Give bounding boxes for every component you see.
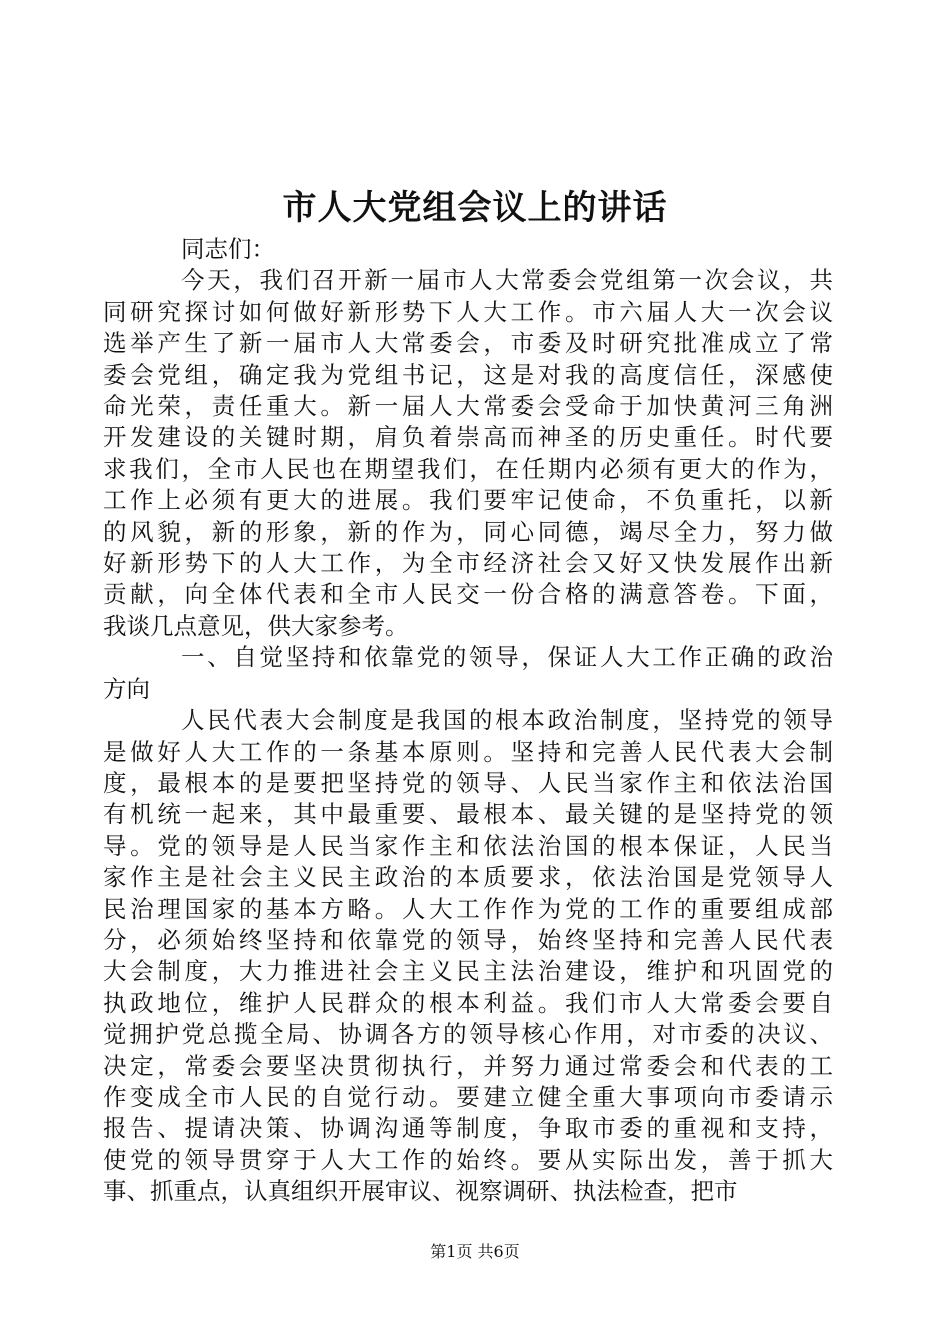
paragraph-line: 今天，我们召开新一届市人大常委会党组第一次会议，共: [181, 266, 833, 295]
paragraph-line: 选举产生了新一届市人大常委会，市委及时研究批准成立了常: [103, 329, 833, 358]
paragraph-line: 方向: [103, 674, 150, 703]
body-paragraph: [103, 705, 833, 1208]
page-footer: 第1页 共6页: [430, 1242, 520, 1261]
body-paragraph: [103, 265, 833, 642]
paragraph-line: 好新形势下的人大工作，为全市经济社会又好又快发展作出新: [103, 549, 833, 578]
paragraph-line: 作变成全市人民的自觉行动。要建立健全重大事项向市委请示: [103, 1082, 833, 1111]
paragraph-line: 同研究探讨如何做好新形势下人大工作。市六届人大一次会议: [103, 297, 833, 326]
document-body: [103, 234, 833, 1208]
paragraph-line: 决定，常委会要坚决贯彻执行，并努力通过常委会和代表的工: [103, 1051, 833, 1080]
paragraph-line: 大会制度，大力推进社会主义民主法治建设，维护和巩固党的: [103, 957, 833, 986]
paragraph-line: 人民代表大会制度是我国的根本政治制度，坚持党的领导: [181, 706, 833, 735]
paragraph-line: 度，最根本的是要把坚持党的领导、人民当家作主和依法治国: [103, 768, 833, 797]
paragraph-line: 工作上必须有更大的进展。我们要牢记使命，不负重托，以新: [103, 486, 833, 515]
paragraph-line: 报告、提请决策、协调沟通等制度，争取市委的重视和支持，: [103, 1114, 833, 1143]
paragraph-line: 使党的领导贯穿于人大工作的始终。要从实际出发，善于抓大: [103, 1145, 833, 1174]
paragraph-line: 开发建设的关键时期，肩负着崇高而神圣的历史重任。时代要: [103, 423, 833, 452]
paragraph-line: 我谈几点意见，供大家参考。: [103, 611, 409, 640]
paragraph-line: 民治理国家的基本方略。人大工作作为党的工作的重要组成部: [103, 894, 833, 923]
document-title: 市人大党组会议上的讲话: [282, 188, 668, 228]
paragraph-line: 委会党组，确定我为党组书记，这是对我的高度信任，深感使: [103, 360, 833, 389]
paragraph-line: 有机统一起来，其中最重要、最根本、最关键的是坚持党的领: [103, 800, 833, 829]
salutation-paragraph: [103, 234, 833, 265]
paragraph-line: 一、自觉坚持和依靠党的领导，保证人大工作正确的政治: [181, 643, 833, 672]
paragraph-line: 执政地位，维护人民群众的根本利益。我们市人大常委会要自: [103, 988, 833, 1017]
salutation: 同志们：: [181, 235, 275, 263]
paragraph-line: 贡献，向全体代表和全市人民交一份合格的满意答卷。下面，: [103, 580, 833, 609]
paragraph-line: 觉拥护党总揽全局、协调各方的领导核心作用，对市委的决议、: [103, 1020, 833, 1049]
paragraph-line: 的风貌，新的形象，新的作为，同心同德，竭尽全力，努力做: [103, 517, 833, 546]
paragraph-line: 分，必须始终坚持和依靠党的领导，始终坚持和完善人民代表: [103, 925, 833, 954]
paragraph-line: 是做好人大工作的一条基本原则。坚持和完善人民代表大会制: [103, 737, 833, 766]
paragraph-line: 家作主是社会主义民主政治的本质要求，依法治国是党领导人: [103, 863, 833, 892]
paragraph-line: 命光荣，责任重大。新一届人大常委会受命于加快黄河三角洲: [103, 392, 833, 421]
paragraph-line: 导。党的领导是人民当家作主和依法治国的根本保证，人民当: [103, 831, 833, 860]
paragraph-line: 求我们，全市人民也在期望我们，在任期内必须有更大的作为，: [103, 454, 833, 483]
body-paragraph: [103, 642, 833, 705]
paragraph-line: 事、抓重点，认真组织开展审议、视察调研、执法检查，把市: [103, 1177, 738, 1206]
